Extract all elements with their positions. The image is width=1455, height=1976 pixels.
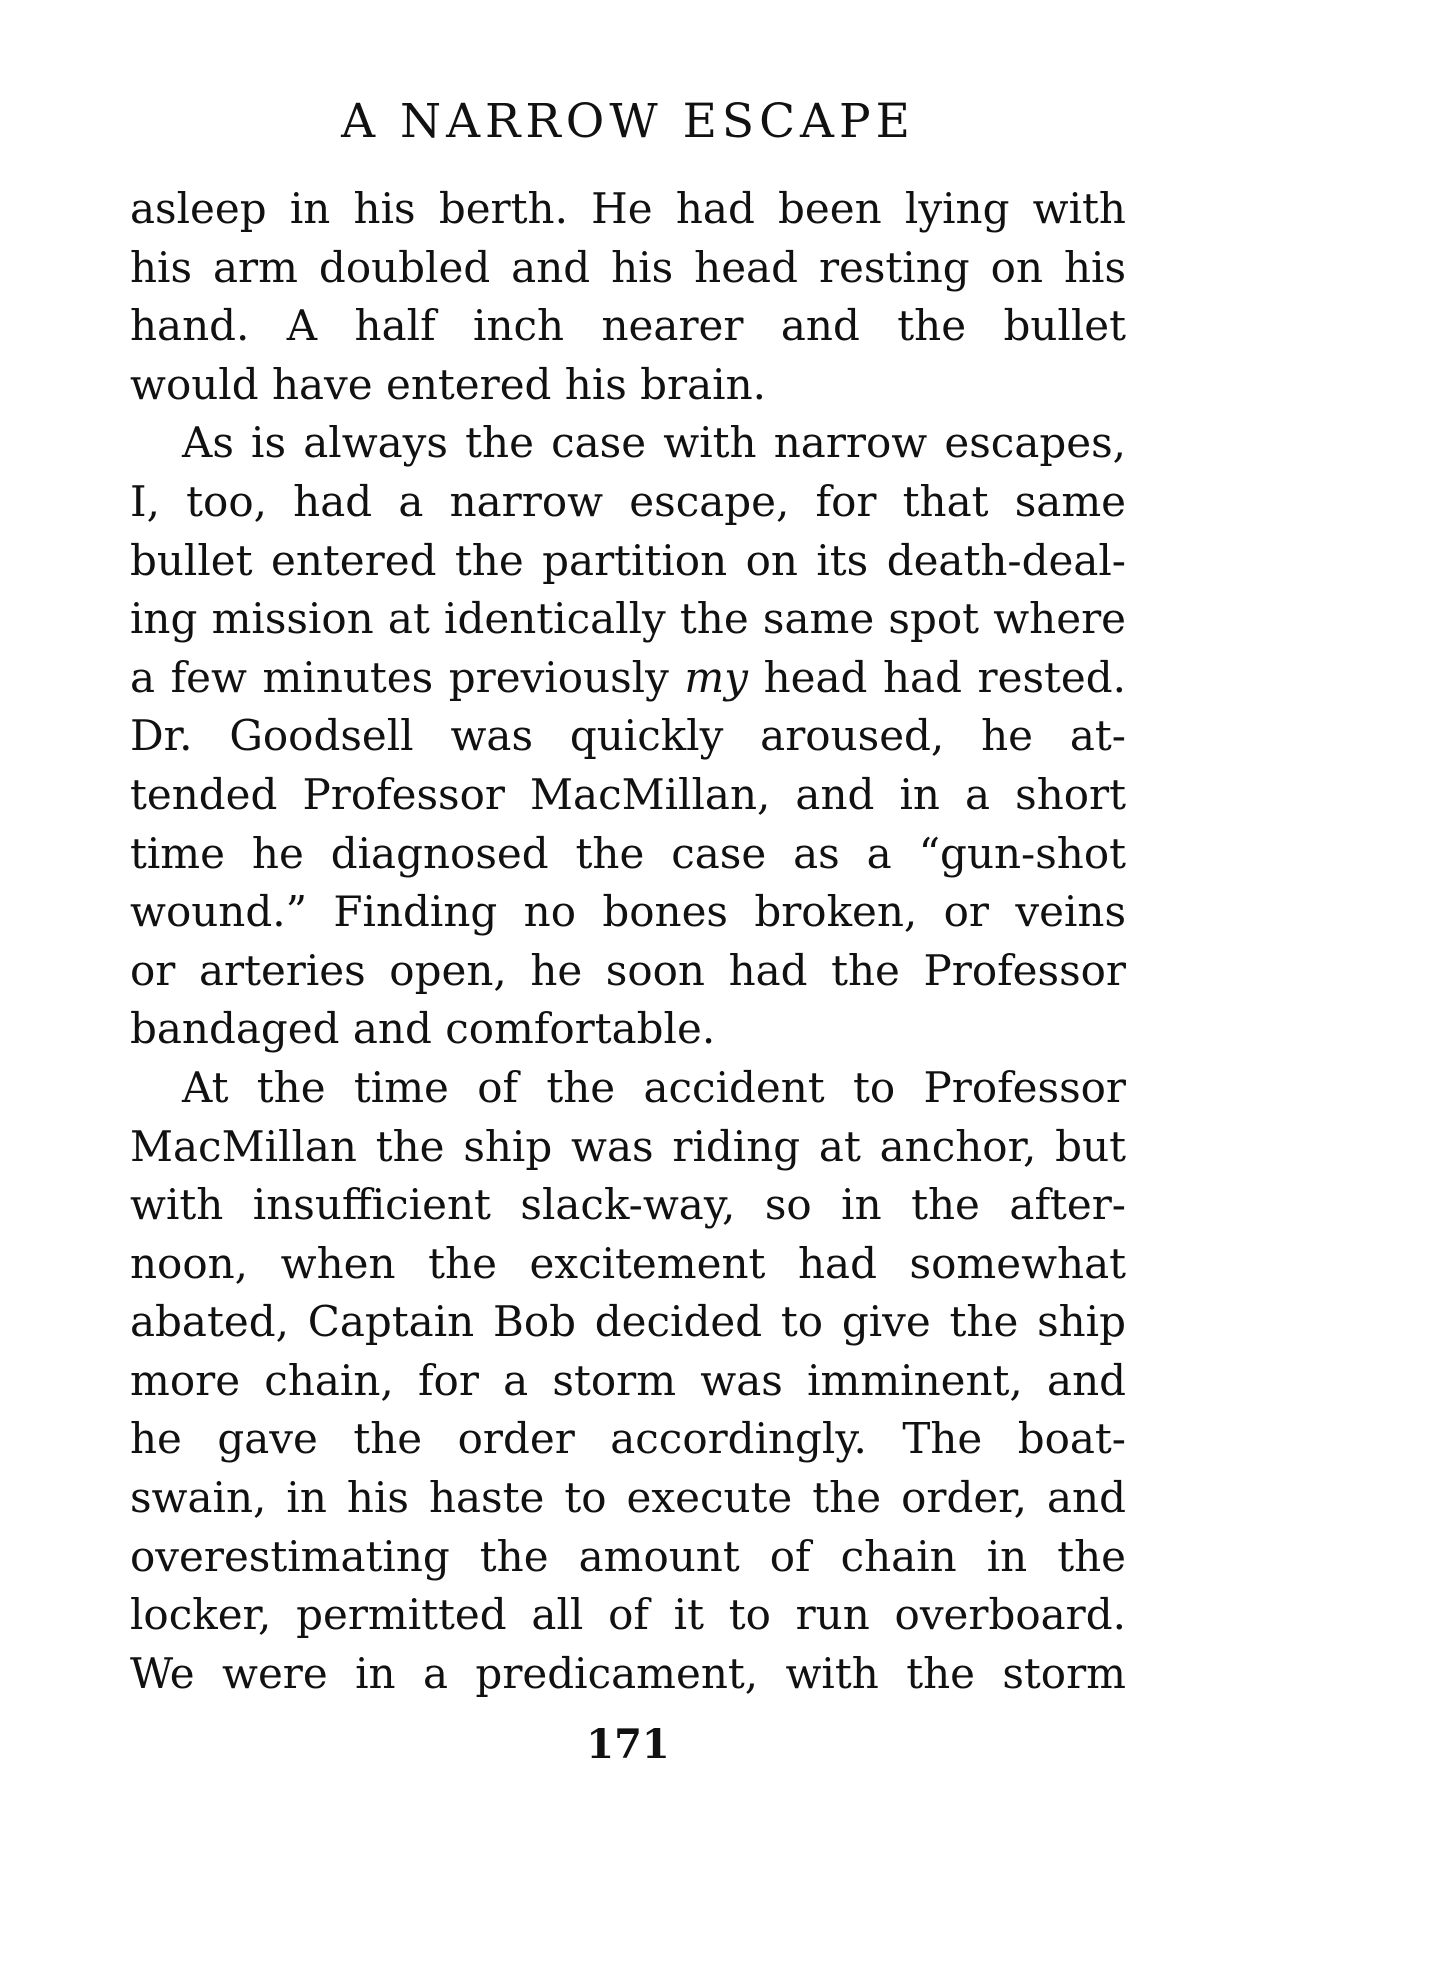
text-line: overestimating the amount of chain in the [130,1531,1126,1581]
text-line: bandaged and comfortable. [130,1004,716,1054]
text-line: would have entered his brain. [130,359,767,409]
running-head: A NARROW ESCAPE [341,94,915,149]
text-segment: head had rested. [763,652,1126,702]
text-line: with insufficient slack-way, so in the after- [130,1180,1126,1230]
text-line: ing mission at identically the same spot where [130,594,1126,644]
body-text [130,180,1126,1703]
text-line: bullet entered the partition on its death-deal- [130,535,1126,585]
text-line: Dr. Goodsell was quickly aroused, he at- [130,711,1126,761]
text-segment: a few minutes previously [130,652,669,702]
text-line: At the time of the accident to Professor [182,1062,1126,1112]
text-line: tended Professor MacMillan, and in a short [130,769,1126,819]
text-line: more chain, for a storm was imminent, and [130,1355,1126,1405]
paragraph-3 [130,1059,1126,1704]
text-line: his arm doubled and his head resting on his [130,242,1126,292]
text-line: As is always the case with narrow escapes, [182,418,1126,468]
text-line: I, too, had a narrow escape, for that same [130,476,1126,526]
text-line: hand. A half inch nearer and the bullet [130,301,1126,351]
text-line: he gave the order accordingly. The boat- [130,1414,1126,1464]
paragraph-1 [130,180,1126,414]
text-line: MacMillan the ship was riding at anchor, but [130,1121,1126,1171]
text-line: time he diagnosed the case as a “gun-shot [130,828,1126,878]
italic-word: my [684,652,748,702]
text-line-with-italic [130,649,1126,708]
text-line: wound.” Finding no bones broken, or veins [130,887,1126,937]
text-line: abated, Captain Bob decided to give the ship [130,1297,1126,1347]
text-line: swain, in his haste to execute the order, and [130,1473,1126,1523]
text-line: locker, permitted all of it to run overboard. [130,1590,1126,1640]
page-number: 171 [586,1721,670,1768]
text-line: or arteries open, he soon had the Professor [130,945,1126,995]
text-line: asleep in his berth. He had been lying with [130,184,1126,233]
paragraph-2 [130,414,1126,1059]
text-line: noon, when the excitement had somewhat [130,1238,1126,1288]
text-line: We were in a predicament, with the storm [130,1648,1126,1698]
